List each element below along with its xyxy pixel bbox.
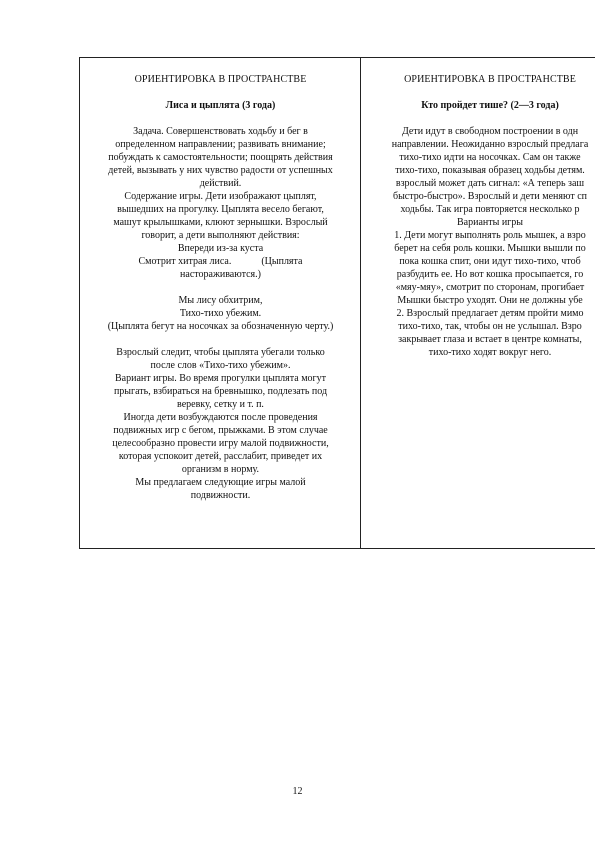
right-subheading: Кто пройдет тише? (2—3 года) [421,100,559,111]
left-line: организм в норму. [181,464,260,475]
left-line: Впереди из-за куста [177,243,264,254]
right-line: ходьбы. Так игра повторяется несколько р [400,204,580,215]
left-line: подвижных игр с бегом, прыжками. В этом случае [113,425,328,436]
right-line: 1. Дети могут выполнять роль мышек, а взро [394,230,586,241]
left-line: Смотрит хитрая лиса. (Цыплята [138,256,303,267]
left-line: Взрослый следит, чтобы цыплята убегали только [116,347,325,358]
right-line: берет на себя роль кошки. Мышки вышли по [394,243,586,254]
left-line: побуждать к самостоятельности; поощрять действия [108,152,333,163]
left-line: детей, вызывать у них чувство радости от успешных [108,165,333,176]
left-line: Содержание игры. Дети изображают цыплят, [124,191,317,202]
right-line: Дети идут в свободном построении в одн [401,126,579,137]
left-line: Иногда дети возбуждаются после проведения [123,412,318,423]
left-line: настораживаются.) [180,269,261,280]
right-line: тихо-тихо, показывая образец ходьбы детям. [395,165,585,176]
left-column-text [84,73,357,502]
right-line: тихо-тихо ходят вокруг него. [428,347,552,358]
right-line: направлении. Неожиданно взрослый предлага [391,139,589,150]
spacer [84,281,357,294]
left-line: которая успокоит детей, расслабит, приведет их [118,451,323,462]
right-line: взрослый может дать сигнал: «А теперь заш [395,178,585,189]
left-line: Мы лису обхитрим, [178,295,263,306]
spacer [84,333,357,346]
page-number: 12 [292,786,303,797]
right-line: «мяу-мяу», смотрит по сторонам, прогибает [395,282,585,293]
spacer [84,86,357,99]
left-line: вышедших на прогулку. Цыплята весело бегают, [117,204,324,215]
left-heading: ОРИЕНТИРОВКА В ПРОСТРАНСТВЕ [134,74,307,85]
spacer [365,86,595,99]
left-line: (Цыплята бегут на носочках за обозначенную черту.) [107,321,334,332]
right-line: Мышки быстро уходят. Они не должны убе [397,295,583,306]
left-line: подвижности. [190,490,251,501]
right-line: быстро-быстро». Взрослый и дети меняют сп [393,191,587,202]
spacer [365,112,595,125]
right-line: 2. Взрослый предлагает детям пройти мимо [396,308,584,319]
left-line: действий. [199,178,242,189]
two-column-table [79,57,595,549]
left-line: после слов «Тихо-тихо убежим». [150,360,291,371]
left-line: веревку, сетку и т. п. [177,399,264,410]
right-heading: ОРИЕНТИРОВКА В ПРОСТРАНСТВЕ [404,74,576,85]
left-line: целесообразно провести игру малой подвижности, [112,438,329,449]
right-line: пока кошка спит, они идут тихо-тихо, чтоб [399,256,581,267]
left-line: Мы предлагаем следующие игры малой [135,477,306,488]
right-line: тихо-тихо, так, чтобы он не услышал. Взро [398,321,582,332]
right-line: закрывает глаза и встает в центре комнаты, [398,334,582,345]
right-line: Варианты игры [456,217,523,228]
left-line: прыгать, взбираться на бревнышко, подлезать под [113,386,328,397]
right-line: тихо-тихо идти на носочках. Сам он также [399,152,581,163]
left-line: машут крылышками, клюют зернышки. Взрослый [113,217,328,228]
left-line: определенном направлении; развивать внимание; [115,139,326,150]
right-column-text [365,73,595,359]
right-line: разбудить ее. Но вот кошка просыпается, го [396,269,584,280]
left-line: Тихо-тихо убежим. [179,308,262,319]
left-line: Вариант игры. Во время прогулки цыплята могут [114,373,326,384]
left-line: Задача. Совершенствовать ходьбу и бег в [133,126,308,137]
left-line: говорит, а дети выполняют действия: [141,230,300,241]
left-cell [80,58,361,548]
right-cell [361,58,595,548]
spacer [84,112,357,125]
left-subheading: Лиса и цыплята (3 года) [165,100,276,111]
